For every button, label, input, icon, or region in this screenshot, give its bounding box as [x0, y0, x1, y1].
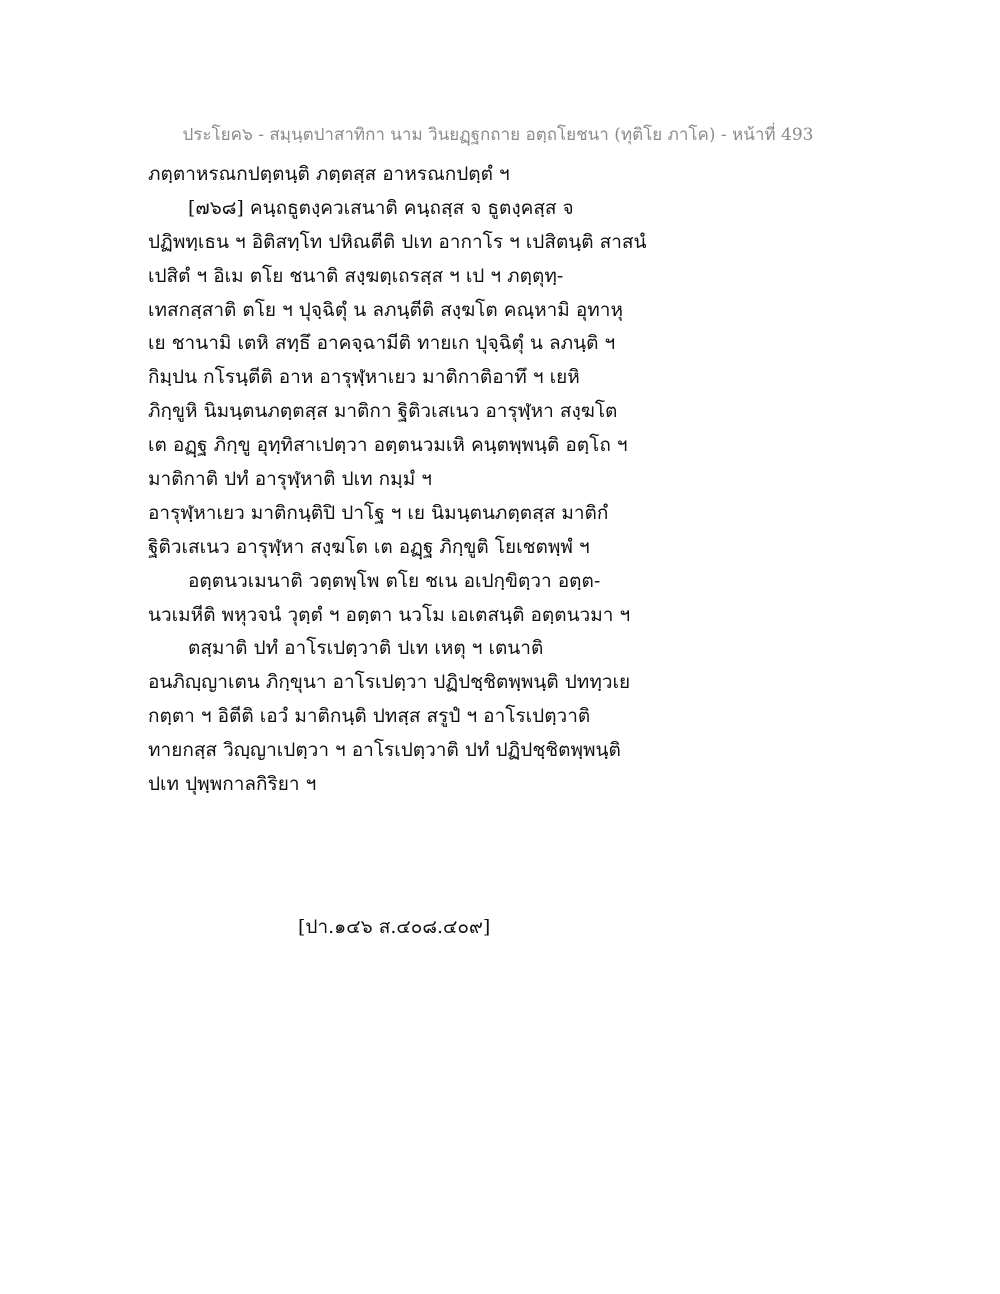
text-line: มาติกาติ ปทํ อารุฬฺหาติ ปเท กมฺมํ ฯ: [148, 468, 432, 491]
text-line: กิมฺปน กโรนฺตีติ อาห อารุฬฺหาเยว มาติกาติอาทึ ฯ เยหิ: [148, 366, 580, 389]
text-line: เทสกสฺสาติ ตโย ฯ ปุจฺฉิตุํ น ลภนฺตีติ สงฺฆโต คณฺหามิ อุทาหุ: [148, 298, 623, 321]
text-line: กตฺตา ฯ อิตีติ เอวํ มาติกนฺติ ปทสฺส สรูปํ ฯ อาโรเปตฺวาติ: [148, 705, 591, 728]
text-line: ฐิติวเสเนว อารุฬฺหา สงฺฆโต เต อฏฺฐ ภิกฺขูติ โยเชตพฺพํ ฯ: [148, 535, 590, 558]
body-text: [148, 158, 848, 802]
text-line: ปฏิพทฺเธน ฯ อิติสทฺโท ปหิณตีติ ปเท อากาโร ฯ เปสิตนฺติ สาสนํ: [148, 230, 647, 253]
text-line: อนภิญฺญาเตน ภิกฺขุนา อาโรเปตฺวา ปฏิปชฺชิตพฺพนฺติ ปททฺวเย: [148, 671, 631, 694]
text-line: [๗๖๘] คนฺถธูตงฺควเสนาติ คนฺถสฺส จ ธูตงฺคสฺส จ: [188, 196, 574, 219]
text-line: อารุฬฺหาเยว มาติกนฺติปิ ปาโฐ ฯ เย นิมนฺตนภตฺตสฺส มาติกํ: [148, 501, 609, 524]
running-header: ประโยค๖ - สมฺนฺตปาสาทิกา นาม วินยฏฺฐกถาย อตฺถโยชนา (ทุติโย ภาโค) - หน้าที่ 493: [182, 125, 814, 145]
text-line: ทายกสฺส วิญฺญาเปตฺวา ฯ อาโรเปตฺวาติ ปทํ ปฏิปชฺชิตพฺพนฺติ: [148, 739, 621, 762]
text-line: ปเท ปุพฺพกาลกิริยา ฯ: [148, 773, 317, 796]
text-line: ตสฺมาติ ปทํ อาโรเปตฺวาติ ปเท เหตุ ฯ เตนาติ: [188, 637, 544, 660]
page-reference: [ปา.๑๔๖ ส.๔๐๘.๔๐๙]: [298, 916, 491, 938]
text-line: อตฺตนวเมนาติ วตฺตพฺโพ ตโย ชเน อเปกฺขิตฺวา อตฺต-: [188, 569, 601, 592]
text-line: เย ชานามิ เตหิ สทฺธึ อาคจฺฉามีติ ทายเก ปุจฺฉิตุํ น ลภนฺติ ฯ: [148, 332, 616, 355]
text-line: ภตฺตาหรณกปตฺตนฺติ ภตฺตสฺส อาหรณกปตฺตํ ฯ: [148, 163, 510, 185]
text-line: เปสิตํ ฯ อิเม ตโย ชนาติ สงฺฆตฺเถรสฺส ฯ เป ฯ ภตฺตุทฺ-: [148, 264, 564, 287]
text-line: ภิกฺขูหิ นิมนฺตนภตฺตสฺส มาติกา ฐิติวเสเนว อารุฬฺหา สงฺฆโต: [148, 400, 618, 423]
text-line: เต อฏฺฐ ภิกฺขู อุทฺทิสาเปตฺวา อตฺตนวมเหิ คนฺตพฺพนฺติ อตฺโถ ฯ: [148, 434, 628, 457]
text-line: นวเมหีติ พหุวจนํ วุตฺตํ ฯ อตฺตา นวโม เอเตสนฺติ อตฺตนวมา ฯ: [148, 603, 631, 626]
